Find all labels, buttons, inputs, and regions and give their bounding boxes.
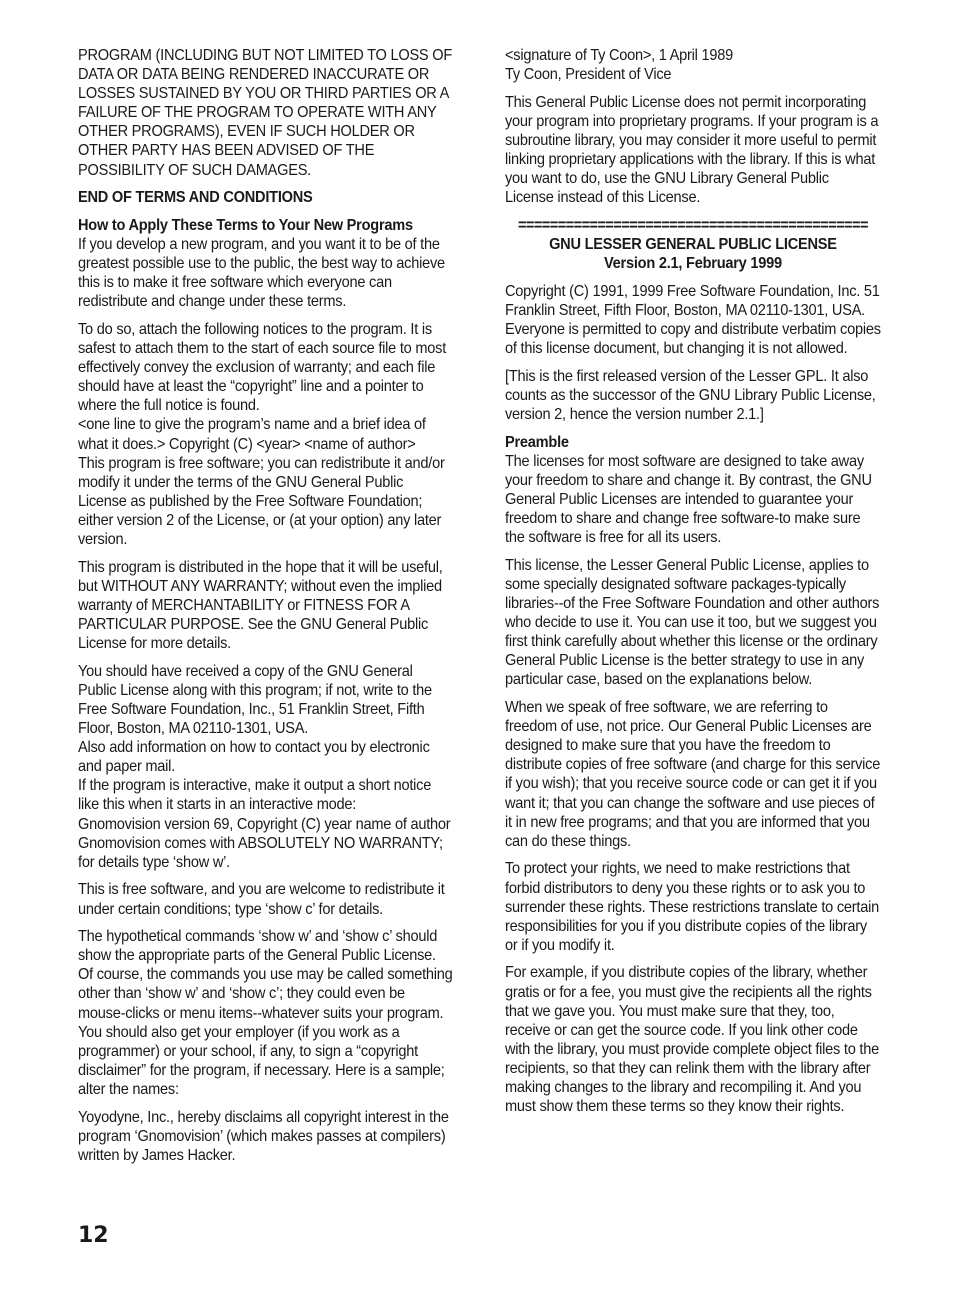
preamble-intro: The licenses for most software are designed to take away your freedom to share and change it. By contrast, the GNU General Public Licenses are intended to guarantee your freedom to share and change free software-to make sure the software is free for all its users.: [505, 452, 872, 547]
proprietary-note: This General Public License does not permit incorporating your program into proprietary programs. If your program is a subroutine library, you may consider it more useful to permit linking proprietary applications with the library. If this is what you want to do, use the GNU Library General Public License instead of this License.: [505, 93, 879, 207]
lgpl-version: Version 2.1, February 1999: [603, 255, 782, 273]
hypothetical-commands: The hypothetical commands ‘show w’ and ‘show c’ should show the appropriate parts of the General Public License. Of course, the commands you use may be called something other than ‘show w’ and ‘show c’; they could even be mouse-clicks or menu items--whatever suits your program.: [78, 928, 453, 1022]
distribution-example: For example, if you distribute copies of the library, whether gratis or for a fee, you must give the recipients all the rights that we gave you. You must make sure that they, too, receive or can get the source code. If you link other code with the library, you must provide complete object files to the recipients, so that they can relink them with the library after making changes to the library and recompiling it. And you must show them these terms so they know their rights.: [505, 964, 879, 1116]
lgpl-header: [505, 216, 881, 273]
lgpl-first-release-note: [This is the first released version of the Lesser GPL. It also counts as the successor of the GNU Library Public License, version 2, hence the version number 2.1.]: [505, 367, 876, 423]
preamble-section: [505, 433, 881, 548]
yoyodyne-disclaimer: Yoyodyne, Inc., hereby disclaims all copyright interest in the program ‘Gnomovision’ (which makes passes at compilers) written by James Hacker.: [78, 1108, 449, 1164]
signature-block: [505, 46, 881, 84]
apply-terms-intro: If you develop a new program, and you want it to be of the greatest possible use to the public, the best way to achieve this is to make it free software which everyone can redistribute and change under these terms.: [78, 236, 445, 311]
signature-title: Ty Coon, President of Vice: [505, 66, 672, 84]
contact-info-note: Also add information on how to contact you by electronic and paper mail.: [78, 739, 430, 776]
separator-rule: ============================================: [517, 216, 868, 234]
notice-instructions: [78, 320, 454, 549]
rights-protection: To protect your rights, we need to make restrictions that forbid distributors to deny you these rights or to ask you to surrender these rights. These restrictions translate to certain responsibilities for you if you distribute copies of the library or if you modify it.: [505, 860, 879, 954]
lgpl-title: GNU LESSER GENERAL PUBLIC LICENSE: [549, 236, 837, 254]
notice-instructions-text: To do so, attach the following notices to the program. It is safest to attach them to the start of each source file to most effectively convey the exclusion of warranty; and each file should have at least the “copyright” line and a pointer to where the full notice is found.: [78, 321, 447, 415]
lgpl-copyright: Copyright (C) 1991, 1999 Free Software Foundation, Inc. 51 Franklin Street, Fifth Floor, Boston, MA 02110-1301, USA. Everyone is permitted to copy and distribute verbatim copies of this license document, but changing it is not allowed.: [505, 282, 881, 358]
right-column: [505, 46, 881, 1125]
free-software-notice: This is free software, and you are welcome to redistribute it under certain conditions; type ‘show c’ for details.: [78, 881, 445, 918]
employer-disclaimer-note: You should also get your employer (if you work as a programmer) or your school, if any, to sign a “copyright disclaimer” for the program, if necessary. Here is a sample; alter the names:: [78, 1023, 445, 1098]
page-number: 12: [78, 1223, 109, 1248]
gnomovision-notice: Gnomovision version 69, Copyright (C) year name of author Gnomovision comes with ABSOLUTELY NO WARRANTY; for details type ‘show w’.: [78, 815, 451, 871]
apply-terms-heading: How to Apply These Terms to Your New Programs: [78, 216, 413, 234]
license-copy-notice: You should have received a copy of the GNU General Public License along with this program; if not, write to the Free Software Foundation, Inc., 51 Franklin Street, Fifth Floor, Boston, MA 02110-1301, USA.: [78, 662, 432, 738]
notice-template-body: This program is free software; you can redistribute it and/or modify it under the terms of the GNU General Public License as published by the Free Software Foundation; either version 2 of the License, or (at your option) any later version.: [78, 454, 445, 549]
apply-terms-section: [78, 216, 454, 311]
contact-section: [78, 662, 454, 872]
free-software-meaning: When we speak of free software, we are referring to freedom of use, not price. Our General Public Licenses are designed to make sure that you have the freedom to distribute copies of free software (and charge for this service if you wish); that you receive source code or can get it if you want it; that you can change the software and use pieces of it in new free programs; and that you are informed that you can do these things.: [505, 699, 881, 850]
signature-line: <signature of Ty Coon>, 1 April 1989: [505, 47, 734, 64]
interactive-note: If the program is interactive, make it output a short notice like this when it starts in an interactive mode:: [78, 777, 432, 814]
notice-template-line: <one line to give the program’s name and a brief idea of what it does.> Copyright (C) <year> <name of author>: [78, 416, 426, 453]
end-of-terms-heading: END OF TERMS AND CONDITIONS: [78, 189, 313, 207]
warranty-notice: This program is distributed in the hope that it will be useful, but WITHOUT ANY WARRANTY; without even the implied warranty of MERCHANTABILITY or FITNESS FOR A PARTICULAR PURPOSE. See the GNU General Public License for more details.: [78, 558, 443, 653]
warranty-disclaimer-end: PROGRAM (INCLUDING BUT NOT LIMITED TO LOSS OF DATA OR DATA BEING RENDERED INACCURATE OR LOSSES SUSTAINED BY YOU OR THIRD PARTIES OR A FAILURE OF THE PROGRAM TO OPERATE WITH ANY OTHER PROGRAMS), EVEN IF SUCH HOLDER OR OTHER PARTY HAS BEEN ADVISED OF THE POSSIBILITY OF SUCH DAMAGES.: [78, 47, 453, 179]
left-column: [78, 46, 454, 1174]
preamble-heading: Preamble: [505, 433, 569, 451]
commands-section: [78, 927, 454, 1099]
lgpl-scope: This license, the Lesser General Public License, applies to some specially designated software packages-typically libraries--of the Free Software Foundation and other authors who decide to use it. You can use it too, but we suggest you first think carefully about whether this license or the ordinary General Public License is the better strategy to use in any particular case, based on the explanations below.: [505, 556, 880, 689]
